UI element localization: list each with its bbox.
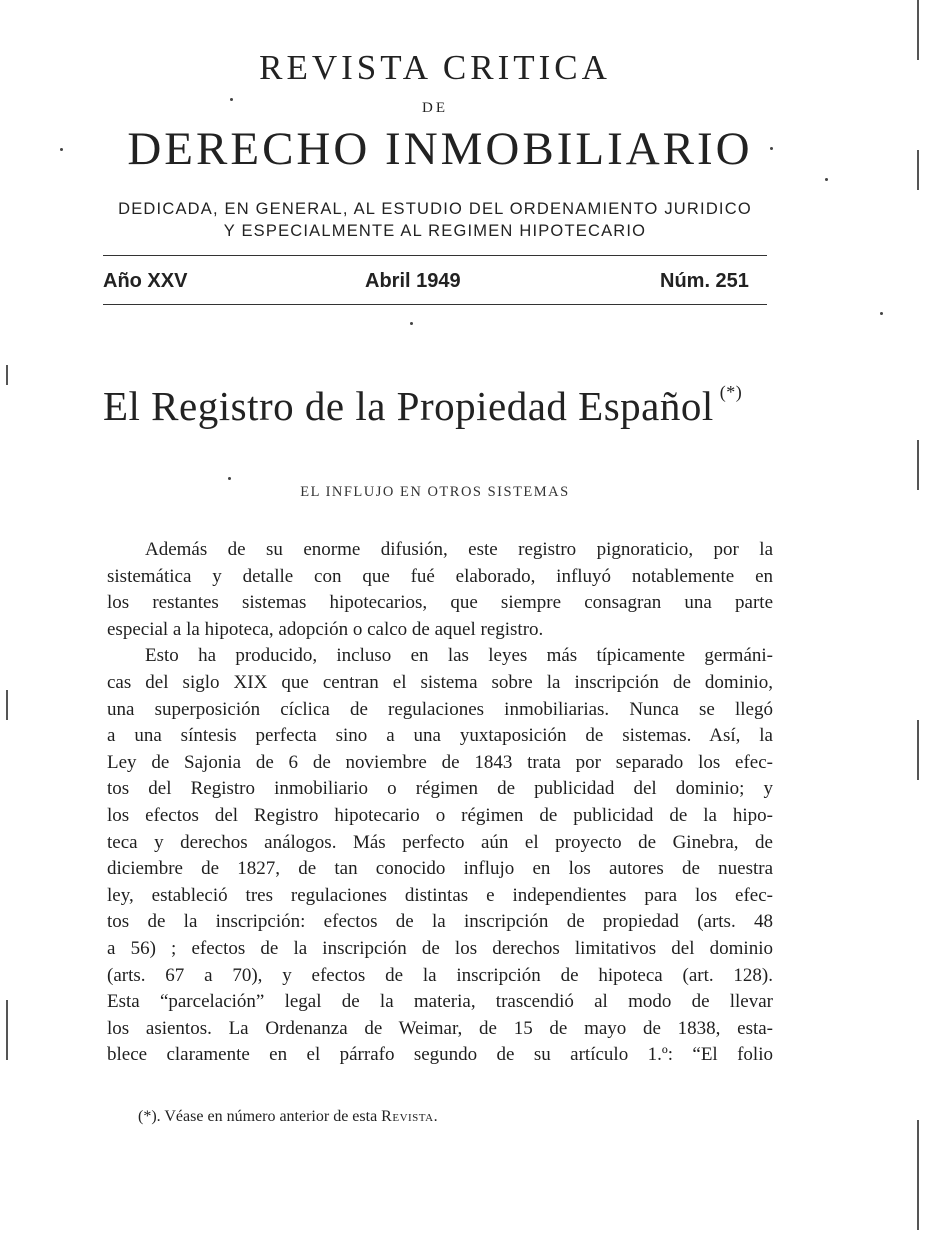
body-line: teca y derechos análogos. Más perfecto aún el proyecto de Ginebra, de: [107, 831, 773, 853]
issue-date: Abril 1949: [365, 270, 461, 292]
body-line: los restantes sistemas hipotecarios, que siempre consagran una parte: [107, 592, 773, 614]
footnote-mark: (*).: [138, 1108, 161, 1125]
body-line: especial a la hipoteca, adopción o calco de aquel registro.: [107, 618, 544, 640]
body-line: a 56) ; efectos de la inscripción de los derechos limitativos del dominio: [107, 937, 773, 959]
scan-edge-mark: [6, 1000, 8, 1060]
scan-edge-mark: [917, 1120, 919, 1230]
body-line: sistemática y detalle con que fué elaborado, influyó notablemente en: [107, 565, 773, 587]
scan-edge-mark: [6, 690, 8, 720]
scan-edge-mark: [917, 0, 919, 60]
scan-speck: [825, 178, 828, 181]
body-line: los efectos del Registro hipotecario o régimen de publicidad de la hipo-: [107, 804, 773, 826]
journal-title: REVISTA CRITICA: [259, 48, 611, 87]
footnote: [138, 1108, 438, 1126]
bottom-divider: [103, 304, 767, 305]
article-title-block: [103, 382, 823, 430]
body-line: a una síntesis perfecta sino a una yuxtaposición de sistemas. Así, la: [107, 725, 773, 747]
article-body: [107, 537, 773, 1069]
scan-speck: [880, 312, 883, 315]
journal-title-main: DERECHO INMOBILIARIO: [127, 123, 753, 175]
top-divider: [103, 255, 767, 256]
body-line: Esta “parcelación” legal de la materia, trascendió al modo de llevar: [107, 991, 773, 1013]
body-line: diciembre de 1827, de tan conocido influjo en los autores de nuestra: [107, 858, 773, 880]
scan-edge-mark: [6, 365, 8, 385]
title-footnote-mark: (*): [719, 382, 743, 402]
body-line: Esto ha producido, incluso en las leyes más típicamente germáni-: [145, 645, 773, 667]
scan-edge-mark: [917, 440, 919, 490]
scan-speck: [770, 147, 773, 150]
footnote-text: Véase en número anterior de esta: [164, 1108, 378, 1125]
body-line: tos de la inscripción: efectos de la inscripción de propiedad (arts. 48: [107, 911, 773, 933]
body-line: Ley de Sajonia de 6 de noviembre de 1843 trata por separado los efec-: [107, 751, 773, 773]
body-line: ley, estableció tres regulaciones distintas e independientes para los efec-: [107, 884, 773, 906]
scan-speck: [230, 98, 233, 101]
body-line: una superposición cíclica de regulaciones inmobiliarias. Nunca se llegó: [107, 698, 773, 720]
footnote-journal: Revista.: [381, 1108, 439, 1125]
scan-edge-mark: [917, 720, 919, 780]
issue-number: Núm. 251: [660, 270, 749, 292]
body-line: cas del siglo XIX que centran el sistema sobre la inscripción de dominio,: [107, 671, 773, 693]
section-heading: EL INFLUJO EN OTROS SISTEMAS: [300, 484, 570, 500]
body-line: (arts. 67 a 70), y efectos de la inscripción de hipoteca (art. 128).: [107, 964, 773, 986]
scan-speck: [60, 148, 63, 151]
scan-speck: [410, 322, 413, 325]
body-line: los asientos. La Ordenanza de Weimar, de 15 de mayo de 1838, esta-: [107, 1017, 773, 1039]
journal-subtitle-line-2: Y ESPECIALMENTE AL REGIMEN HIPOTECARIO: [223, 222, 647, 240]
body-line: blece claramente en el párrafo segundo de su artículo 1.º: “El folio: [107, 1044, 773, 1066]
body-line: Además de su enorme difusión, este registro pignoraticio, por la: [145, 539, 773, 560]
article-title: El Registro de la Propiedad Español: [103, 383, 714, 429]
scan-edge-mark: [917, 150, 919, 190]
scan-speck: [228, 477, 231, 480]
body-line: tos del Registro inmobiliario o régimen de publicidad del dominio; y: [107, 778, 773, 800]
issue-year: Año XXV: [103, 270, 188, 292]
journal-title-connector: DE: [422, 100, 448, 116]
journal-subtitle-line-1: DEDICADA, EN GENERAL, AL ESTUDIO DEL ORDENAMIENTO JURIDICO: [118, 200, 752, 218]
